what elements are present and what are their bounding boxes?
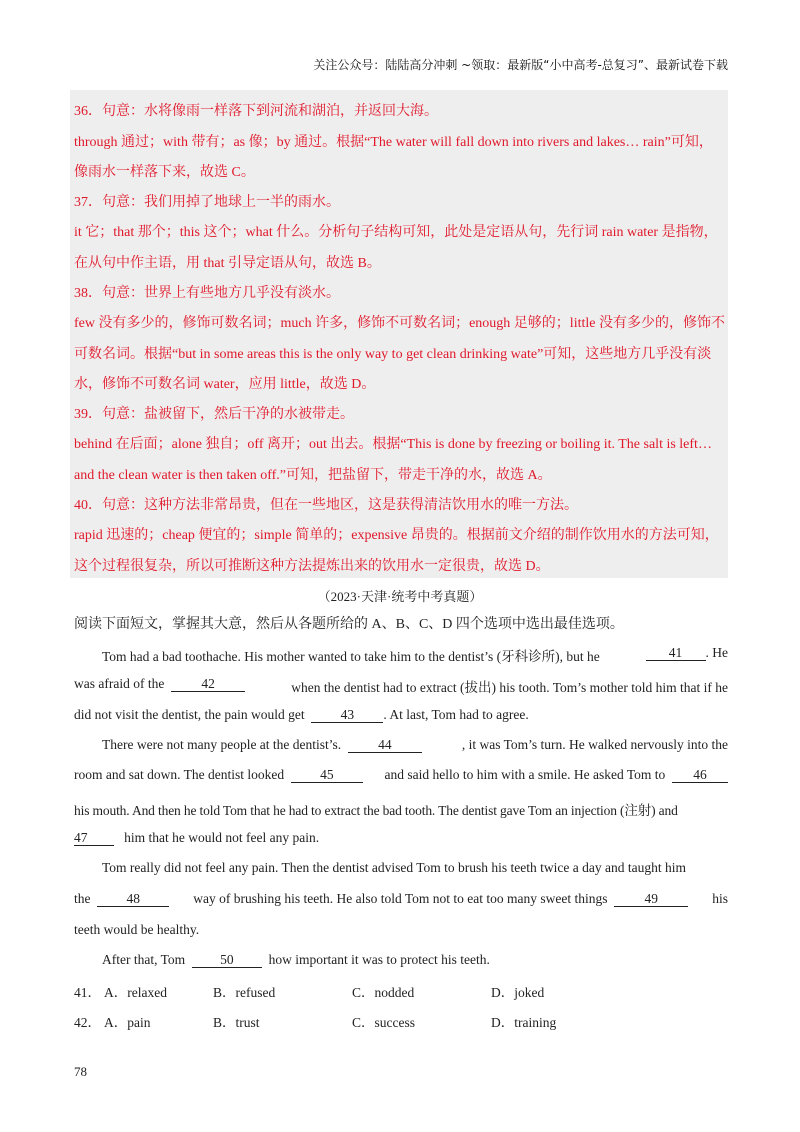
blank-49[interactable]: 49 (614, 892, 688, 907)
answer-line: rapid 迅速的；cheap 便宜的；simple 简单的；expensive 昂贵的。根据前文介绍的制作饮用水的方法可知， (74, 528, 719, 543)
passage-line: Tom really did not feel any pain. Then the dentist advised Tom to brush his teeth twice a day and taught him (102, 860, 686, 875)
answer-line: behind 在后面；alone 独自；off 离开；out 出去。根据“This is done by freezing or boiling it. The salt is left… (74, 437, 712, 452)
blank-41[interactable]: 41 (646, 646, 706, 661)
answer-line: 这个过程很复杂，所以可推断这种方法提炼出来的饮用水一定很贵，故选 D。 (74, 559, 550, 574)
answer-line: 40．句意：这种方法非常昂贵，但在一些地区，这是获得清洁饮用水的唯一方法。 (74, 498, 578, 513)
page-header: 关注公众号：陆陆高分冲刺 ~领取：最新版“小中高考-总复习”、最新试卷下载 (313, 58, 728, 72)
blank-50[interactable]: 50 (192, 953, 262, 968)
answer-line: 38．句意：世界上有些地方几乎没有淡水。 (74, 286, 340, 301)
answer-line: 37．句意：我们用掉了地球上一半的雨水。 (74, 195, 340, 210)
passage-line: There were not many people at the dentist’s. 44 , it was Tom’s turn. He walked nervously into the (102, 737, 728, 752)
option-c[interactable]: C．nodded (352, 985, 415, 1000)
blank-46[interactable]: 46 (672, 768, 728, 783)
answer-line: 水，修饰不可数名词 water，应用 little，故选 D。 (74, 377, 376, 392)
option-c[interactable]: C．success (352, 1015, 415, 1030)
passage-line: the 48 way of brushing his teeth. He also told Tom not to eat too many sweet things 49 his (74, 891, 728, 906)
passage-line: After that, Tom 50 how important it was to protect his teeth. (102, 952, 490, 967)
option-d[interactable]: D．joked (491, 985, 545, 1000)
answer-line: 39．句意：盐被留下，然后干净的水被带走。 (74, 407, 354, 422)
blank-42[interactable]: 42 (171, 677, 245, 692)
option-a[interactable]: A．relaxed (104, 985, 167, 1000)
option-b[interactable]: B．trust (213, 1015, 260, 1030)
blank-48[interactable]: 48 (97, 892, 169, 907)
question-number: 41． (74, 985, 101, 1000)
passage-line: Tom had a bad toothache. His mother wanted to take him to the dentist’s (牙科诊所), but he 41 . He (102, 645, 728, 664)
passage-line: was afraid of the 42 when the dentist had to extract (拔出) his tooth. Tom’s mother told him that if he (74, 676, 728, 695)
passage-line: teeth would be healthy. (74, 922, 200, 937)
answer-line: 可数名词。根据“but in some areas this is the only way to get clean drinking wate”可知，这些地方几乎没有淡 (74, 347, 712, 362)
source-note: （2023·天津·统考中考真题） (317, 589, 483, 604)
answer-line: few 没有多少的，修饰可数名词；much 许多，修饰不可数名词；enough 足够的；little 没有多少的，修饰不 (74, 316, 725, 331)
passage-line: his mouth. And then he told Tom that he had to extract the bad tooth. The dentist gave Tom an injection (注射) and (74, 803, 678, 818)
passage-line: did not visit the dentist, the pain would get 43 . At last, Tom had to agree. (74, 707, 529, 722)
answer-line: it 它；that 那个；this 这个；what 什么。分析句子结构可知，此处是定语从句，先行词 rain water 是指物， (74, 225, 718, 240)
instruction-text: 阅读下面短文，掌握其大意，然后从各题所给的 A、B、C、D 四个选项中选出最佳选项。 (74, 617, 624, 632)
answer-line: 像雨水一样落下来，故选 C。 (74, 165, 255, 180)
option-b[interactable]: B．refused (213, 985, 276, 1000)
blank-45[interactable]: 45 (291, 768, 363, 783)
blank-44[interactable]: 44 (348, 738, 422, 753)
answer-line: 36．句意：水将像雨一样落下到河流和湖泊，并返回大海。 (74, 104, 438, 119)
answer-line: through 通过；with 带有；as 像；by 通过。根据“The water will fall down into rivers and lakes… rain”可知， (74, 135, 713, 150)
answer-line: 在从句中作主语，用 that 引导定语从句，故选 B。 (74, 256, 381, 271)
answer-line: and the clean water is then taken off.”可知，把盐留下，带走干净的水，故选 A。 (74, 468, 552, 483)
option-d[interactable]: D．training (491, 1015, 557, 1030)
option-a[interactable]: A．pain (104, 1015, 151, 1030)
blank-43[interactable]: 43 (311, 708, 383, 723)
question-number: 42． (74, 1015, 101, 1030)
blank-47[interactable]: 47 (74, 831, 114, 846)
passage-line: room and sat down. The dentist looked 45 and said hello to him with a smile. He asked Tom to 46 (74, 767, 728, 783)
page-number: 78 (74, 1064, 87, 1079)
passage-line: 47 him that he would not feel any pain. (74, 830, 320, 845)
